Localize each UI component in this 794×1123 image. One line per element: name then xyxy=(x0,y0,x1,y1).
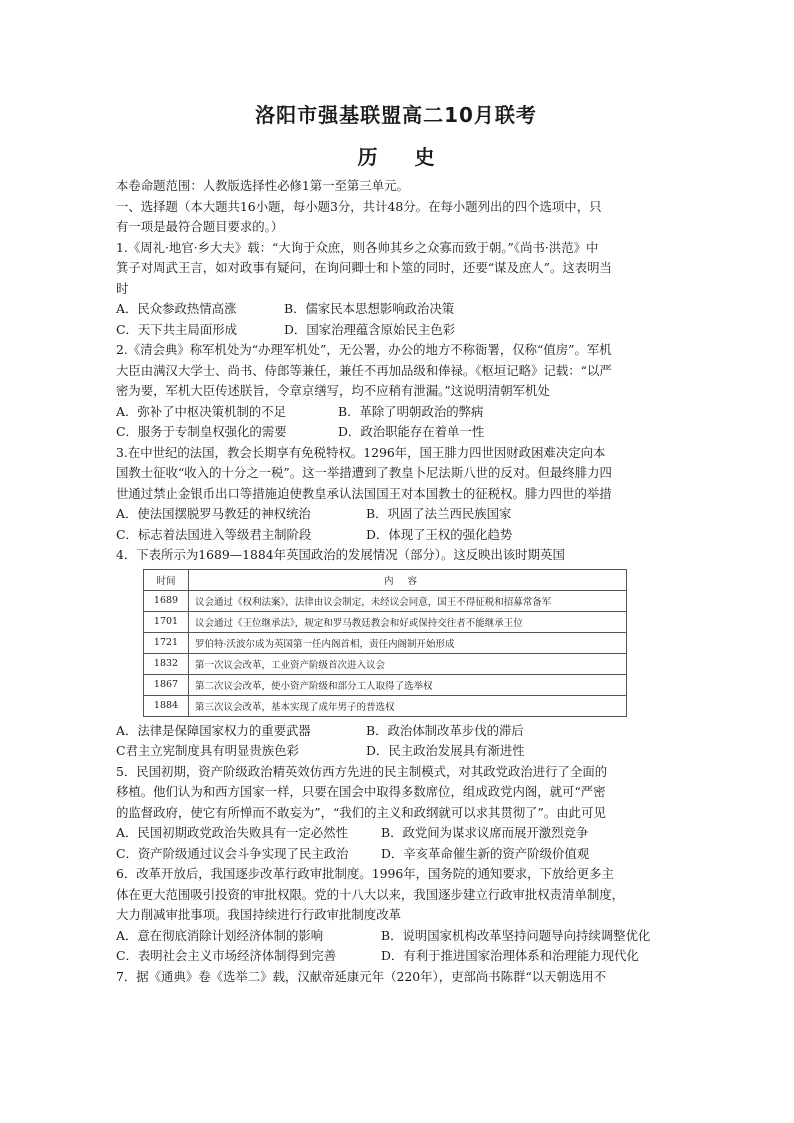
question-5-stem-line-2: 移植。他们认为和西方国家一样，只要在国会中取得多数席位，组成政党内阁，就可“严密 xyxy=(116,784,606,799)
question-4-option-c[interactable]: C君主立宪制度具有明显贵族色彩 xyxy=(116,743,299,758)
table-row xyxy=(144,632,627,653)
question-6-stem-line-1: 6．改革开放后，我国逐步改革行政审批制度。1996年，国务院的通知要求，下放给更多主 xyxy=(116,866,614,881)
table-header-content: 内容 xyxy=(189,569,627,590)
question-1-option-d[interactable]: D．国家治理蕴含原始民主色彩 xyxy=(284,321,456,337)
question-1-option-a[interactable]: A．民众参政热情高涨 xyxy=(116,301,237,316)
table-cell-content: 第一次议会改革，工业资产阶级首次进入议会 xyxy=(189,653,627,674)
question-5-stem-line-3: 的监督政府，使它有所惮而不敢妄为”，“我们的主义和政纲就可以求其贯彻了”。由此可见 xyxy=(116,804,606,820)
question-5-options-row-1 xyxy=(116,823,676,844)
question-3-stem-line-3: 世通过禁止金银币出口等措施迫使教皇承认法国国王对本国教士的征税权。腓力四世的举措 xyxy=(116,485,612,501)
table-cell-year: 1832 xyxy=(144,653,189,674)
table-cell-year: 1884 xyxy=(144,695,189,716)
question-3-options-row-2 xyxy=(116,525,676,546)
exam-title: 洛阳市强基联盟高二10月联考 xyxy=(255,103,537,127)
question-6 xyxy=(116,864,676,967)
table-row xyxy=(144,653,627,674)
table-cell-year: 1721 xyxy=(144,632,189,653)
question-1-stem-line-3: 时 xyxy=(116,280,129,296)
question-3-option-c[interactable]: C．标志着法国进入等级君主制阶段 xyxy=(116,526,312,542)
question-1-stem-line-2: 箕子对周武王言，如对政事有疑问，在询问卿士和卜筮的同时，还要“谋及庶人”。这表明当 xyxy=(116,260,612,275)
section-instructions-line-1: 一、选择题（本大题共16小题，每小题3分，共计48分。在每小题列出的四个选项中，只 xyxy=(116,198,602,214)
question-3-option-a[interactable]: A．使法国摆脱罗马教廷的神权统治 xyxy=(116,506,311,521)
question-5-options-row-2 xyxy=(116,844,676,865)
question-5-option-c[interactable]: C．资产阶级通过议会斗争实现了民主政治 xyxy=(116,845,349,861)
question-2-option-d[interactable]: D．政治职能存在着单一性 xyxy=(338,424,485,439)
question-5-option-a[interactable]: A．民国初期政党政治失败具有一定必然性 xyxy=(116,825,348,840)
question-2-option-a[interactable]: A．弥补了中枢决策机制的不足 xyxy=(116,403,287,419)
question-2-options-row-1 xyxy=(116,402,676,423)
question-3-option-d[interactable]: D．体现了王权的强化趋势 xyxy=(366,526,513,542)
table-header-row xyxy=(144,569,627,590)
history-table xyxy=(143,569,627,717)
table-cell-year: 1689 xyxy=(144,590,189,611)
question-7-stem-line-1: 7．据《通典》卷《选举二》载，汉献帝延康元年（220年），吏部尚书陈群“以天朝选用不 xyxy=(116,968,607,984)
table-cell-content: 第二次议会改革，使小资产阶级和部分工人取得了选举权 xyxy=(189,674,627,695)
table-row xyxy=(144,611,627,632)
table-cell-content: 议会通过《王位继承法》，规定和罗马教廷教会和好或保持交往者不能继承王位 xyxy=(189,611,627,632)
question-6-option-b[interactable]: B．说明国家机构改革坚持问题导向持续调整优化 xyxy=(381,927,651,943)
subject-char-1: 历 xyxy=(357,145,378,169)
table-cell-content: 第三次议会改革，基本实现了成年男子的普选权 xyxy=(189,695,627,716)
exam-scope: 本卷命题范围：人教版选择性必修1第一至第三单元。 xyxy=(116,178,409,193)
table-row xyxy=(144,695,627,716)
question-5-stem-line-1: 5．民国初期，资产阶级政治精英效仿西方先进的民主制模式，对其政党政治进行了全面的 xyxy=(116,763,608,779)
question-2-option-c[interactable]: C．服务于专制皇权强化的需要 xyxy=(116,424,287,439)
question-2-stem-line-3: 密为要，军机大臣传述朕旨，令章京缮写，均不应稍有泄漏。”这说明清朝军机处 xyxy=(116,383,550,398)
question-1 xyxy=(116,238,676,341)
question-2 xyxy=(116,340,676,443)
question-6-options-row-2 xyxy=(116,946,676,967)
question-6-option-a[interactable]: A．意在彻底消除计划经济体制的影响 xyxy=(116,927,324,943)
question-4-options-row-1 xyxy=(116,721,676,742)
table-cell-content: 议会通过《权利法案》，法律由议会制定，未经议会同意，国王不得征税和招募常备军 xyxy=(189,590,627,611)
question-5-option-b[interactable]: B．政党间为谋求议席而展开激烈竞争 xyxy=(381,825,589,840)
question-4-options-row-2 xyxy=(116,741,676,762)
question-1-options-row-2 xyxy=(116,320,676,341)
question-6-option-c[interactable]: C．表明社会主义市场经济体制得到完善 xyxy=(116,948,337,963)
question-1-option-c[interactable]: C．天下共主局面形成 xyxy=(116,321,237,337)
question-6-options-row-1 xyxy=(116,926,676,947)
question-5-option-d[interactable]: D．辛亥革命催生新的资产阶级价值观 xyxy=(381,845,590,861)
section-instructions-line-2: 有一项是最符合题目要求的。） xyxy=(116,219,284,234)
subject-char-2: 史 xyxy=(414,145,435,169)
question-2-stem-line-1: 2.《清会典》称军机处为“办理军机处”，无公署，办公的地方不称衙署，仅称“值房”。军机 xyxy=(116,342,612,357)
question-2-stem-line-2: 大臣由满汉大学士、尚书、侍郎等兼任，兼任不再加品级和俸禄。《枢垣记略》记载：“以严 xyxy=(116,362,612,378)
table-header-year: 时间 xyxy=(144,569,189,590)
question-4-option-d[interactable]: D．民主政治发展具有渐进性 xyxy=(366,743,525,758)
question-2-options-row-2 xyxy=(116,422,676,443)
question-3-stem-line-1: 3.在中世纪的法国，教会长期享有免税特权。1296年，国王腓力四世因财政困难决定向本 xyxy=(116,444,606,460)
table-cell-year: 1867 xyxy=(144,674,189,695)
question-3-options-row-1 xyxy=(116,504,676,525)
question-4-option-a[interactable]: A．法律是保障国家权力的重要武器 xyxy=(116,722,311,738)
question-4-stem-line-1: 4．下表所示为1689—1884年英国政治的发展情况（部分）。这反映出该时期英国 xyxy=(116,547,565,562)
question-2-option-b[interactable]: B．革除了明朝政治的弊病 xyxy=(338,403,484,419)
table-row xyxy=(144,590,627,611)
question-6-stem-line-3: 大力削减审批事项。我国持续进行行政审批制度改革 xyxy=(116,907,401,922)
question-1-option-b[interactable]: B．儒家民本思想影响政治决策 xyxy=(284,301,455,316)
question-3-option-b[interactable]: B．巩固了法兰西民族国家 xyxy=(366,506,512,521)
question-4 xyxy=(116,545,676,762)
question-6-option-d[interactable]: D．有利于推进国家治理体系和治理能力现代化 xyxy=(381,948,639,963)
question-3-stem-line-2: 国教士征收“收入的十分之一税”。这一举措遭到了教皇卜尼法斯八世的反对。但最终腓力四 xyxy=(116,465,612,480)
table-cell-content: 罗伯特·沃波尔成为英国第一任内阁首相，责任内阁制开始形成 xyxy=(189,632,627,653)
question-1-stem-line-1: 1.《周礼·地官·乡大夫》载：“大询于众庶，则各帅其乡之众寡而致于朝。”《尚书·洪范》中 xyxy=(116,239,599,255)
question-3 xyxy=(116,443,676,546)
question-6-stem-line-2: 体在更大范围吸引投资的审批权限。党的十八大以来，我国逐步建立行政审批权责清单制度， xyxy=(116,886,625,902)
subject-title xyxy=(116,144,676,170)
question-5 xyxy=(116,762,676,865)
table-row xyxy=(144,674,627,695)
question-1-options-row-1 xyxy=(116,299,676,320)
question-4-option-b[interactable]: B．政治体制改革步伐的滞后 xyxy=(366,722,524,738)
table-cell-year: 1701 xyxy=(144,611,189,632)
question-7 xyxy=(116,967,676,988)
exam-page xyxy=(116,102,676,987)
